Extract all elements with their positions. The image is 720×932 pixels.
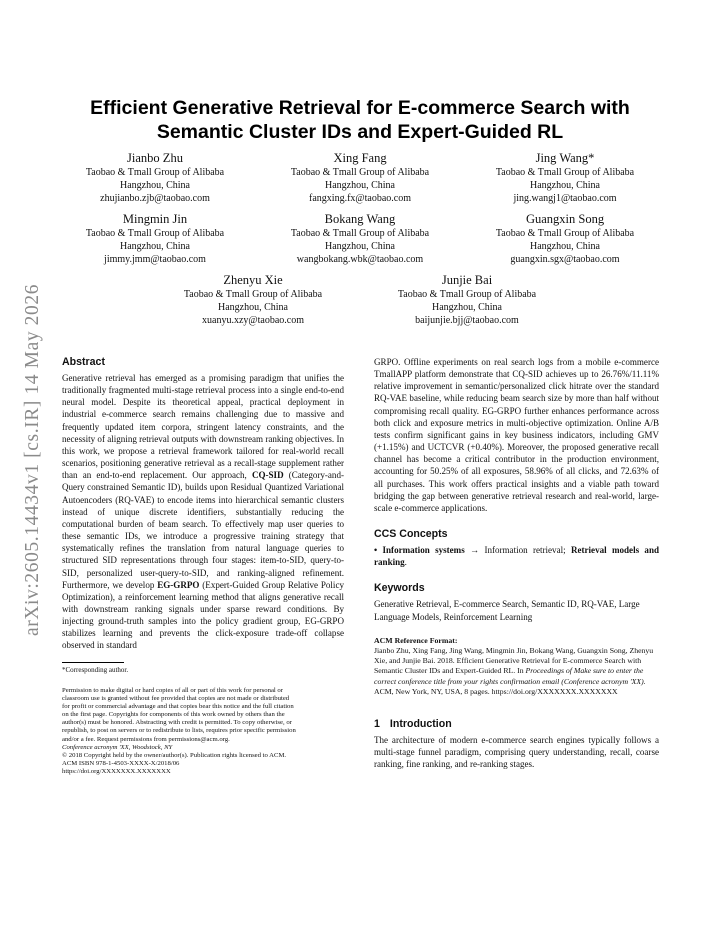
author-city: Hangzhou, China (530, 180, 600, 191)
acm-reference-text: Jianbo Zhu, Xing Fang, Jing Wang, Mingmin Jin, Bokang Wang, Guangxin Song, Zhenyu Xie, and Junjie Bai. 2018. Efficient Generative Retrieval for E-commerce Search with Semantic Cluster IDs and Expert-Guided RL. In Proceedings of Make sure to enter the correct conference title from your rights confirmation email (Conference acronym 'XX). ACM, New York, NY, USA, 8 pages. https://doi.org/XXXXXXX.XXXXXXX (374, 645, 654, 697)
author-card (267, 151, 453, 205)
author-city: Hangzhou, China (325, 180, 395, 191)
author-affiliation: Taobao & Tmall Group of Alibaba (290, 167, 430, 178)
abstract-text: Generative retrieval has emerged as a promising paradigm that unifies the traditionally fragmented multi-stage retrieval process into a single end-to-end neural model. Despite its theoretical appeal, practical deployment in industrial e-commerce search remains challenging due to massive and frequently updated item corpora, stringent latency constraints, and the necessity of aligning retrieval outputs with downstream ranking objectives. In this work, we propose a retrieval framework tailored for real-world recall scenarios, positioning generative retrieval as a recall-stage supplement rather than an end-to-end replacement. Our approach, CQ-SID (Category-and-Query constrained Semantic ID), builds upon Residual Quantized Variational Autoencoders (RQ-VAE) to encode items into hierarchical semantic clusters instead of unique discrete identifiers, substantially reducing the computational burden of beam search. To effectively map user queries to these semantic IDs, we introduce a progressive training strategy that systematically refines the translation from natural language queries to structured SID representations through four stages: item-to-SID, query-to-SID, personalized user-query-to-SID, and ranking-aligned refinement. Furthermore, we develop EG-GRPO (Expert-Guided Group Relative Policy Optimization), a reinforcement learning method that aligns generative recall with downstream ranking signals under sparse reward conditions. By injecting ground-truth samples into the policy gradient group, EG-GRPO stabilizes learning and prevents the click-exposure trade-off collapse observed in standard (62, 373, 344, 651)
author-row-3 (62, 273, 658, 327)
keywords-heading: Keywords (374, 582, 425, 595)
author-name: Guangxin Song (525, 212, 605, 226)
author-row-2 (62, 212, 658, 266)
author-name: Mingmin Jin (122, 212, 188, 226)
doi-link[interactable]: https://doi.org/XXXXXXX.XXXXXXX (62, 768, 171, 776)
author-email: guangxin.sgx@taobao.com (510, 254, 620, 265)
author-block (62, 151, 658, 334)
paper-title (62, 96, 658, 144)
author-affiliation: Taobao & Tmall Group of Alibaba (85, 228, 225, 239)
arxiv-id: arXiv:2605.14434v1 [cs.IR] 14 May 2026 (22, 283, 43, 637)
author-affiliation: Taobao & Tmall Group of Alibaba (397, 289, 537, 300)
left-column (62, 356, 344, 776)
author-city: Hangzhou, China (530, 241, 600, 252)
author-city: Hangzhou, China (325, 241, 395, 252)
author-city: Hangzhou, China (432, 302, 502, 313)
author-card (62, 212, 248, 266)
author-email: jing.wangj1@taobao.com (513, 193, 617, 204)
author-affiliation: Taobao & Tmall Group of Alibaba (495, 228, 635, 239)
author-affiliation: Taobao & Tmall Group of Alibaba (183, 289, 323, 300)
author-row-1 (62, 151, 658, 205)
abstract-heading: Abstract (62, 356, 105, 368)
author-card (472, 212, 658, 266)
author-name: Jing Wang* (535, 151, 595, 165)
author-affiliation: Taobao & Tmall Group of Alibaba (495, 167, 635, 178)
author-city: Hangzhou, China (218, 302, 288, 313)
conference-line: Conference acronym 'XX, Woodstock, NY (62, 743, 173, 751)
author-email: jimmy.jmm@taobao.com (104, 254, 206, 265)
author-email: baijunjie.bjj@taobao.com (415, 315, 519, 326)
corresponding-author-note: *Corresponding author. (62, 665, 129, 674)
author-card (62, 151, 248, 205)
title-line-2: Semantic Cluster IDs and Expert-Guided RL (156, 121, 564, 143)
acm-reference-heading: ACM Reference Format: (374, 635, 458, 645)
intro-text: The architecture of modern e-commerce search engines typically follows a multi-stage funnel paradigm, comprising query understanding, recall, coarse ranking, fine ranking, and re-ranking stages. (374, 734, 659, 769)
ccs-heading: CCS Concepts (374, 528, 448, 541)
author-affiliation: Taobao & Tmall Group of Alibaba (85, 167, 225, 178)
author-city: Hangzhou, China (120, 180, 190, 191)
author-email: fangxing.fx@taobao.com (309, 193, 411, 204)
intro-heading: 1 Introduction (374, 717, 452, 730)
author-card (472, 151, 658, 205)
author-affiliation: Taobao & Tmall Group of Alibaba (290, 228, 430, 239)
abstract-continuation: GRPO. Offline experiments on real search logs from a mobile e-commerce TmallAPP platform demonstrate that CQ-SID achieves up to 26.76%/11.11% relative improvement in semantic/personalized click hitrate over the standard RQ-VAE baseline, while reducing beam search size by more than half without compromising recall quality. EG-GRPO further enhances performance across both click and exposure metrics in multi-objective optimization. Online A/B tests confirm significant gains in key business indicators, including GMV (+1.15%) and UCTCVR (+0.40%). Moreover, the proposed generative recall channel has become a critical contributor in the production environment, accounting for 50.25% of all exposures, 58.96% of all clicks, and 72.63% of all purchases. This work offers practical insights and a viable path toward bridging the gap between generative retrieval research and real-world, large-scale e-commerce applications. (374, 357, 659, 513)
author-name: Zhenyu Xie (223, 273, 283, 287)
ccs-concepts: • Information systems → Information retrieval; Retrieval models and ranking. (374, 545, 660, 568)
right-column (374, 356, 659, 770)
author-name: Junjie Bai (441, 273, 493, 287)
author-card (374, 273, 560, 327)
cqsid-term: CQ-SID (251, 470, 284, 481)
author-city: Hangzhou, China (120, 241, 190, 252)
author-email: zhujianbo.zjb@taobao.com (100, 193, 210, 204)
title-line-1: Efficient Generative Retrieval for E-commerce Search with (90, 97, 630, 119)
keywords-text: Generative Retrieval, E-commerce Search, Semantic ID, RQ-VAE, Large Language Models, Reinforcement Learning (374, 599, 640, 622)
arxiv-watermark (18, 250, 48, 670)
author-card (267, 212, 453, 266)
eggrpo-term: EG-GRPO (157, 579, 200, 590)
author-name: Xing Fang (333, 151, 387, 165)
author-email: xuanyu.xzy@taobao.com (202, 315, 304, 326)
author-card (160, 273, 346, 327)
author-name: Jianbo Zhu (127, 151, 183, 165)
permission-notice: Permission to make digital or hard copies of all or part of this work for personal or classroom use is granted without fee provided that copies are not made or distributed for profit or commercial advantage and that copies bear this notice and the full citation on the first page. Copyrights for components of this work owned by others than the author(s) must be honored. Abstracting with credit is permitted. To copy otherwise, or republish, to post on servers or to redistribute to lists, requires prior specific permission and/or a fee. Request permissions from permissions@acm.org. Conference acronym 'XX, Woodstock, NY © 2018 Copyright held by the owner/author(s). Publication rights licensed to ACM. ACM ISBN 978-1-4503-XXXX-X/2018/06 https://doi.org/XXXXXXX.XXXXXXX (62, 687, 344, 777)
author-email: wangbokang.wbk@taobao.com (296, 254, 424, 265)
author-name: Bokang Wang (324, 212, 396, 226)
footnote-rule (62, 662, 124, 663)
